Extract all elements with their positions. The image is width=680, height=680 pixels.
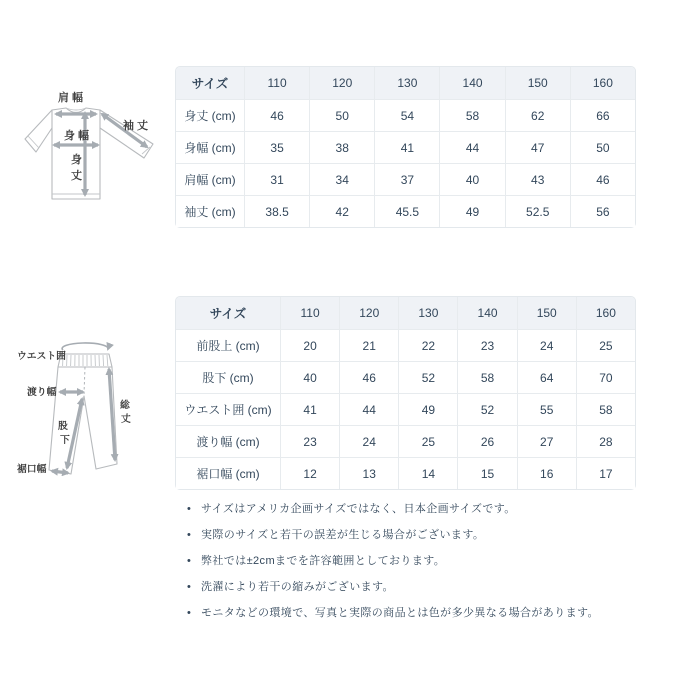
measurement-value: 15: [457, 457, 516, 489]
measurement-value: 52: [457, 393, 516, 425]
bottoms-size-table: [175, 296, 636, 490]
measurement-value: 50: [570, 131, 635, 163]
measurement-row: [176, 329, 635, 361]
front-rise-line: [84, 367, 85, 394]
measurement-value: 58: [576, 393, 635, 425]
measurement-value: 14: [398, 457, 457, 489]
measurement-label: 前股上 (cm): [176, 329, 280, 361]
measurement-value: 12: [280, 457, 339, 489]
measurement-value: 46: [339, 361, 398, 393]
size-column-header: 120: [339, 297, 398, 329]
note-item: [187, 554, 647, 569]
measurement-value: 70: [576, 361, 635, 393]
measurement-value: 26: [457, 425, 516, 457]
measurement-row: [176, 425, 635, 457]
measurement-value: 52: [398, 361, 457, 393]
measurement-row: [176, 457, 635, 489]
size-header-label: サイズ: [176, 67, 244, 99]
measurement-label: 渡り幅 (cm): [176, 425, 280, 457]
measurement-value: 45.5: [374, 195, 439, 227]
measurement-value: 46: [570, 163, 635, 195]
measurement-value: 34: [309, 163, 374, 195]
bullet-icon: •: [187, 503, 192, 515]
measurement-value: 41: [374, 131, 439, 163]
note-item: [187, 606, 647, 621]
measurement-value: 27: [517, 425, 576, 457]
measurement-value: 49: [398, 393, 457, 425]
measurement-value: 35: [244, 131, 309, 163]
measurement-row: [176, 393, 635, 425]
waistband-elastic-hatch: [63, 355, 108, 366]
measurement-value: 62: [505, 99, 570, 131]
shirt-label-sleeve-length: 袖 丈: [123, 120, 149, 132]
measurement-value: 13: [339, 457, 398, 489]
bullet-icon: •: [187, 555, 192, 567]
size-column-header: 130: [398, 297, 457, 329]
measurement-value: 49: [439, 195, 504, 227]
tops-size-table: [175, 66, 636, 228]
measurement-value: 38: [309, 131, 374, 163]
measurement-value: 58: [457, 361, 516, 393]
note-text: 実際のサイズと若干の誤差が生じる場合がございます。: [201, 529, 485, 541]
measurement-value: 56: [570, 195, 635, 227]
measurement-value: 21: [339, 329, 398, 361]
size-column-header: 140: [439, 67, 504, 99]
measurement-value: 50: [309, 99, 374, 131]
pants-label-hem-width: 裾口幅: [17, 464, 47, 475]
measurement-value: 52.5: [505, 195, 570, 227]
measurement-value: 44: [339, 393, 398, 425]
measurement-row: [176, 131, 635, 163]
measurement-label: 股下 (cm): [176, 361, 280, 393]
note-text: 弊社では±2cmまでを許容範囲としております。: [201, 555, 446, 567]
measurement-value: 31: [244, 163, 309, 195]
shirt-label-shoulder-width: 肩 幅: [58, 92, 84, 104]
inseam-arrow: [67, 399, 82, 468]
measurement-value: 22: [398, 329, 457, 361]
shirt-measurement-diagram: [22, 84, 170, 216]
tops-size-table-container: [175, 66, 636, 228]
notes-list: [187, 502, 647, 632]
measurement-label: 身丈 (cm): [176, 99, 244, 131]
measurement-value: 23: [457, 329, 516, 361]
bullet-icon: •: [187, 607, 192, 619]
bullet-icon: •: [187, 529, 192, 541]
measurement-value: 28: [576, 425, 635, 457]
size-header-row: [176, 297, 635, 329]
pants-label-thigh-width: 渡り幅: [27, 387, 57, 398]
measurement-value: 24: [517, 329, 576, 361]
measurement-value: 25: [576, 329, 635, 361]
note-text: 洗濯により若干の縮みがございます。: [201, 581, 394, 593]
size-column-header: 150: [517, 297, 576, 329]
pants-label-inseam: 下: [60, 435, 70, 446]
pants-label-total-length: 丈: [121, 414, 131, 425]
note-text: モニタなどの環境で、写真と実際の商品とは色が多少異なる場合があります。: [201, 607, 599, 619]
measurement-value: 25: [398, 425, 457, 457]
size-column-header: 160: [576, 297, 635, 329]
measurement-label: 袖丈 (cm): [176, 195, 244, 227]
note-item: [187, 502, 647, 517]
size-column-header: 160: [570, 67, 635, 99]
bullet-icon: •: [187, 581, 192, 593]
measurement-value: 38.5: [244, 195, 309, 227]
measurement-value: 43: [505, 163, 570, 195]
measurement-label: ウエスト囲 (cm): [176, 393, 280, 425]
note-item: [187, 580, 647, 595]
shirt-label-body-length: 丈: [71, 170, 82, 182]
size-column-header: 150: [505, 67, 570, 99]
measurement-value: 20: [280, 329, 339, 361]
shirt-label-body-length: 身: [71, 154, 82, 166]
measurement-row: [176, 163, 635, 195]
size-column-header: 110: [244, 67, 309, 99]
measurement-value: 16: [517, 457, 576, 489]
measurement-value: 40: [439, 163, 504, 195]
size-column-header: 130: [374, 67, 439, 99]
size-column-header: 110: [280, 297, 339, 329]
measurement-value: 47: [505, 131, 570, 163]
measurement-value: 23: [280, 425, 339, 457]
measurement-value: 44: [439, 131, 504, 163]
pants-label-waist: ウエスト囲: [17, 351, 66, 362]
waist-circumference-arrow: [62, 343, 108, 350]
measurement-value: 55: [517, 393, 576, 425]
measurement-value: 58: [439, 99, 504, 131]
measurement-value: 17: [576, 457, 635, 489]
size-header-row: [176, 67, 635, 99]
note-text: サイズはアメリカ企画サイズではなく、日本企画サイズです。: [201, 503, 516, 515]
measurement-row: [176, 361, 635, 393]
measurement-value: 66: [570, 99, 635, 131]
pants-label-total-length: 総: [120, 400, 130, 411]
measurement-label: 身幅 (cm): [176, 131, 244, 163]
measurement-row: [176, 195, 635, 227]
measurement-value: 41: [280, 393, 339, 425]
measurement-value: 54: [374, 99, 439, 131]
measurement-label: 裾口幅 (cm): [176, 457, 280, 489]
measurement-value: 37: [374, 163, 439, 195]
measurement-value: 24: [339, 425, 398, 457]
measurement-value: 42: [309, 195, 374, 227]
shirt-label-body-width: 身 幅: [64, 130, 90, 142]
pants-label-inseam: 股: [58, 421, 68, 432]
size-header-label: サイズ: [176, 297, 280, 329]
pants-measurement-diagram: [15, 323, 175, 485]
measurement-value: 46: [244, 99, 309, 131]
measurement-label: 肩幅 (cm): [176, 163, 244, 195]
measurement-value: 64: [517, 361, 576, 393]
size-column-header: 140: [457, 297, 516, 329]
note-item: [187, 528, 647, 543]
size-column-header: 120: [309, 67, 374, 99]
measurement-value: 40: [280, 361, 339, 393]
measurement-row: [176, 99, 635, 131]
hem-width-arrow: [52, 471, 68, 473]
pants-outline-drawing: [49, 354, 117, 474]
bottoms-size-table-container: [175, 296, 636, 490]
